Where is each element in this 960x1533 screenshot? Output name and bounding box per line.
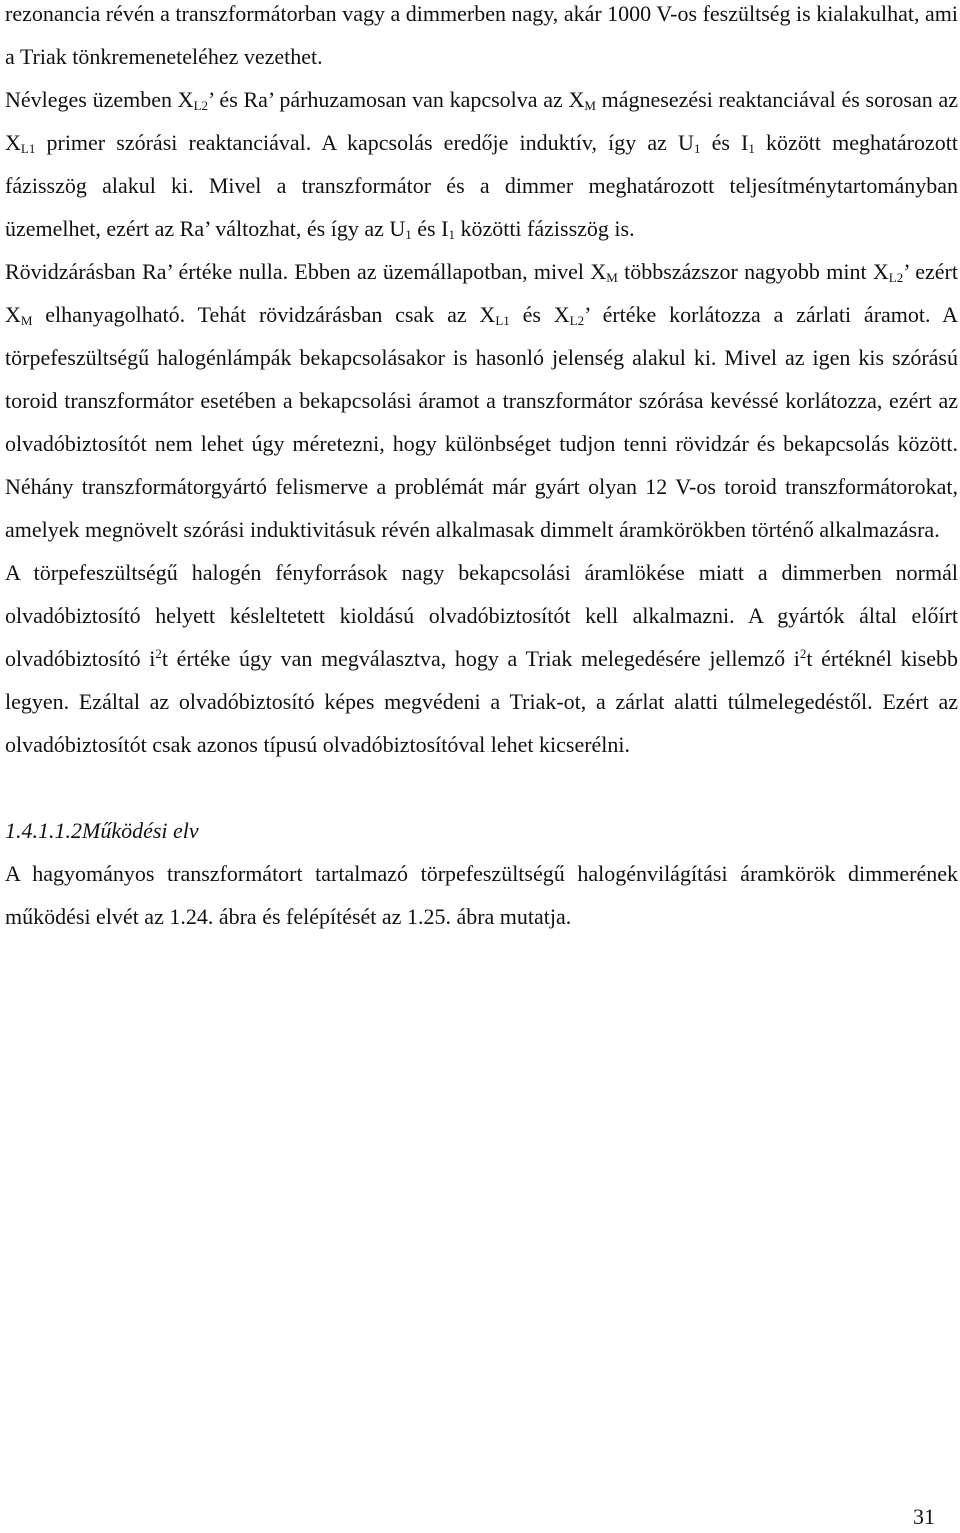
subscript: M: [20, 313, 33, 328]
subscript: 1: [693, 141, 701, 156]
subscript: 1: [448, 227, 455, 242]
subscript: 1: [748, 141, 755, 156]
paragraph-fuse: [5, 551, 958, 766]
text-run: között meghatározott fázisszög alakul ki. Mivel a transzformátor és a dimmer meghatározott teljesítménytartományban üzemelhet, ezért az Ra’ változhat, és így az U: [5, 130, 959, 241]
subscript: M: [584, 98, 596, 113]
subscript: M: [606, 270, 618, 285]
text-run: t értéknél kisebb legyen. Ezáltal az olvadóbiztosító képes megvédeni a Triak-ot, a zárlat alatti túlmelegedéstől. Ezért az olvadóbiztosítót csak azonos típusú olvadóbiztosítóval lehet kicserélni.: [5, 646, 959, 757]
subscript: 1: [405, 227, 412, 242]
text-run: A törpefeszültségű halogén fényforrások nagy bekapcsolási áramlökése miatt a dimmerben normál olvadóbiztosító helyett késleltetett kioldású olvadóbiztosítót kell alkalmazni. A gyártók által előírt olvadóbiztosító i: [5, 560, 958, 671]
paragraph-nominal-operation: [5, 78, 958, 250]
subscript: L2: [193, 98, 209, 113]
page-number: 31: [913, 1504, 935, 1529]
text-run: elhanyagolható. Tehát rövidzárásban csak az X: [32, 302, 496, 327]
text-run: és I: [411, 216, 449, 241]
text-run: mágnesezési reaktanciával és sorosan az X: [5, 87, 958, 155]
paragraph-text: rezonancia révén a transzformátorban vagy a dimmerben nagy, akár 1000 V-os feszültség is kialakulhat, ami a Triak tönkremeneteléhez vezethet.: [5, 1, 958, 69]
superscript: 2: [799, 646, 807, 661]
paragraph-short-circuit: [5, 250, 958, 551]
text-run: közötti fázisszög is.: [454, 216, 635, 241]
text-run: és I: [700, 130, 749, 155]
text-run: t értéke úgy van megválasztva, hogy a Triak melegedésére jellemző i: [161, 646, 800, 671]
document-page: [5, 0, 958, 938]
subscript: L2: [569, 313, 585, 328]
text-run: ’ és Ra’ párhuzamosan van kapcsolva az X: [208, 87, 585, 112]
section-heading: 1.4.1.1.2Működési elv: [5, 818, 199, 843]
subscript: L1: [495, 313, 510, 328]
paragraph-text: A hagyományos transzformátort tartalmazó törpefeszültségű halogénvilágítási áramkörök dimmerének működési elvét az 1.24. ábra és felépítését az 1.25. ábra mutatja.: [5, 861, 958, 929]
text-run: és X: [509, 302, 570, 327]
paragraph-operating-principle: [5, 852, 958, 938]
text-run: Névleges üzemben X: [5, 87, 194, 112]
paragraph-resonance: [5, 0, 958, 78]
subscript: L2: [888, 270, 904, 285]
text-run: ’ ezért X: [5, 259, 958, 327]
paragraph-spacer: [5, 766, 958, 809]
superscript: 2: [155, 646, 162, 661]
subscript: L1: [20, 141, 36, 156]
text-run: Rövidzárásban Ra’ értéke nulla. Ebben az üzemállapotban, mivel X: [5, 259, 607, 284]
text-run: ’ értéke korlátozza a zárlati áramot. A törpefeszültségű halogénlámpák bekapcsolásakor is hasonló jelenség alakul ki. Mivel az igen kis szórású toroid transzformátor esetében a bekapcsolási áramot a transzformátor szórása kevéssé korlátozza, ezért az olvadóbiztosítót nem lehet úgy méretezni, hogy különbséget tudjon tenni rövidzár és bekapcsolás között. Néhány transzformátorgyártó felismerve a problémát már gyárt olyan 12 V-os toroid transzformátorokat, amelyek megnövelt szórási induktivitásuk révén alkalmasak dimmelt áramkörökben történő alkalmazásra.: [5, 302, 959, 542]
text-run: primer szórási reaktanciával. A kapcsolás eredője induktív, így az U: [35, 130, 694, 155]
text-run: többszázszor nagyobb mint X: [617, 259, 889, 284]
